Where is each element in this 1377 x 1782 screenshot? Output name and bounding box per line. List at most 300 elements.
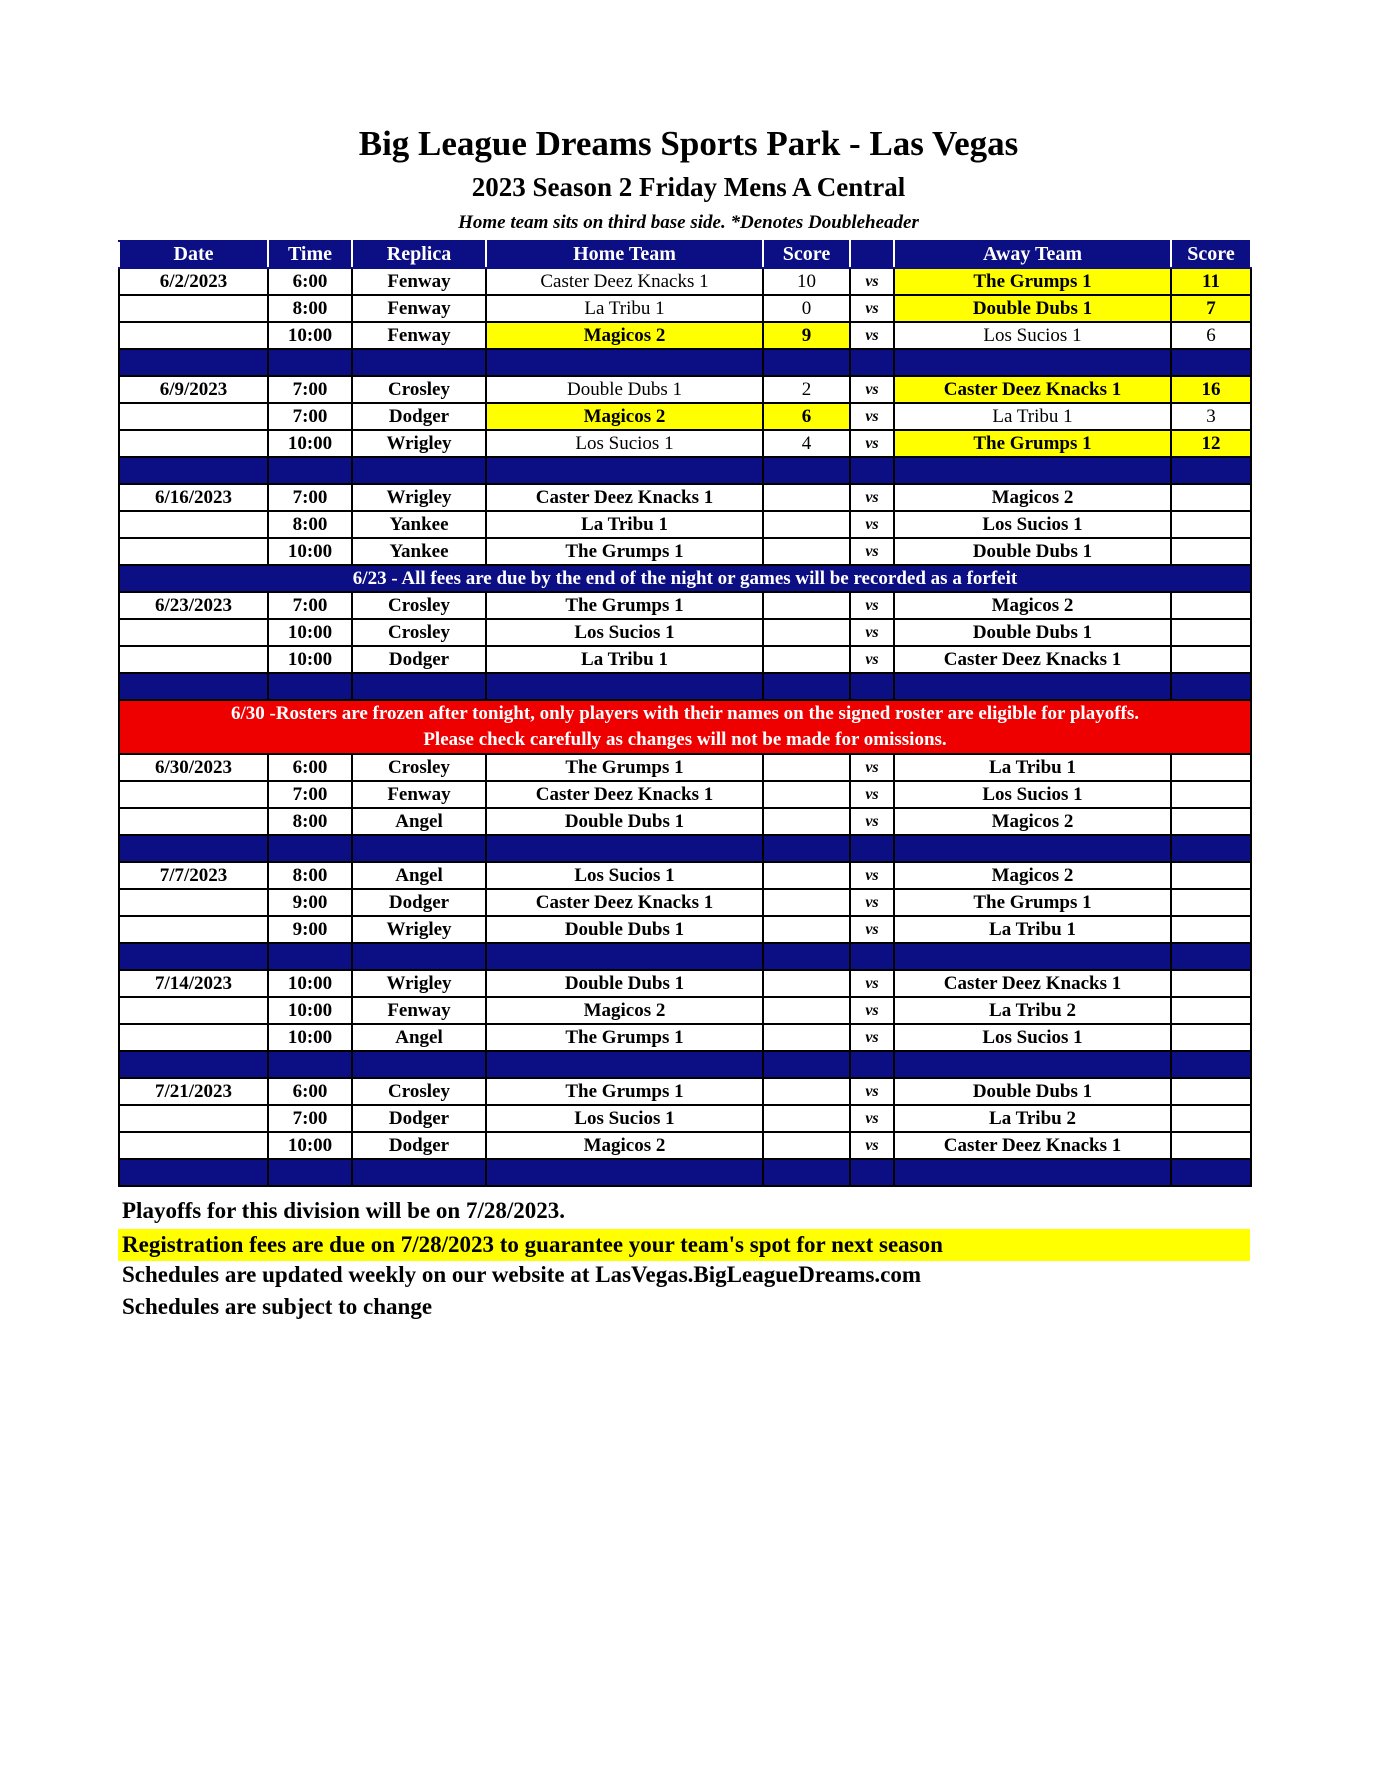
game-date: 6/16/2023 (119, 484, 268, 511)
game-row (119, 592, 1251, 619)
away-team: The Grumps 1 (894, 430, 1171, 457)
game-date (119, 538, 268, 565)
home-team: Caster Deez Knacks 1 (486, 781, 763, 808)
game-row (119, 511, 1251, 538)
vs-label: vs (850, 916, 894, 943)
home-score (763, 889, 850, 916)
home-team: The Grumps 1 (486, 754, 763, 781)
vs-label: vs (850, 592, 894, 619)
home-team: Double Dubs 1 (486, 376, 763, 403)
game-row (119, 403, 1251, 430)
home-score (763, 754, 850, 781)
vs-label: vs (850, 430, 894, 457)
separator-cell (119, 1051, 268, 1078)
separator-cell (352, 943, 486, 970)
home-team: Caster Deez Knacks 1 (486, 889, 763, 916)
separator-cell (894, 835, 1171, 862)
home-team: Magicos 2 (486, 403, 763, 430)
away-score (1171, 970, 1251, 997)
separator-cell (894, 349, 1171, 376)
game-time: 7:00 (268, 484, 352, 511)
separator-cell (119, 457, 268, 484)
home-score: 10 (763, 268, 850, 295)
vs-label: vs (850, 484, 894, 511)
home-score (763, 781, 850, 808)
separator-cell (763, 457, 850, 484)
registration-note: Registration fees are due on 7/28/2023 to guarantee your team's spot for next season (118, 1229, 1250, 1261)
separator-row (119, 1159, 1251, 1186)
vs-label: vs (850, 1132, 894, 1159)
game-date: 7/14/2023 (119, 970, 268, 997)
column-header: Date (119, 241, 268, 268)
home-team: The Grumps 1 (486, 592, 763, 619)
away-team: Magicos 2 (894, 808, 1171, 835)
away-score (1171, 1024, 1251, 1051)
separator-cell (268, 1051, 352, 1078)
away-score (1171, 862, 1251, 889)
home-score (763, 1024, 850, 1051)
separator-cell (850, 1159, 894, 1186)
separator-cell (352, 349, 486, 376)
replica-field: Crosley (352, 754, 486, 781)
away-score: 16 (1171, 376, 1251, 403)
website-note: Schedules are updated weekly on our website at LasVegas.BigLeagueDreams.com (122, 1262, 922, 1287)
replica-field: Crosley (352, 1078, 486, 1105)
away-score (1171, 592, 1251, 619)
game-date (119, 889, 268, 916)
home-score (763, 808, 850, 835)
away-score: 7 (1171, 295, 1251, 322)
away-score (1171, 646, 1251, 673)
game-row (119, 268, 1251, 295)
home-team: La Tribu 1 (486, 511, 763, 538)
game-date (119, 916, 268, 943)
separator-cell (1171, 673, 1251, 700)
game-time: 8:00 (268, 862, 352, 889)
game-row (119, 1105, 1251, 1132)
away-team: Caster Deez Knacks 1 (894, 1132, 1171, 1159)
replica-field: Wrigley (352, 916, 486, 943)
replica-field: Wrigley (352, 430, 486, 457)
game-time: 7:00 (268, 403, 352, 430)
column-header: Score (763, 241, 850, 268)
replica-field: Dodger (352, 403, 486, 430)
away-score (1171, 1105, 1251, 1132)
column-header: Time (268, 241, 352, 268)
game-time: 10:00 (268, 1024, 352, 1051)
home-score (763, 484, 850, 511)
replica-field: Angel (352, 862, 486, 889)
away-score: 12 (1171, 430, 1251, 457)
vs-label: vs (850, 781, 894, 808)
away-score (1171, 997, 1251, 1024)
separator-cell (486, 673, 763, 700)
away-score: 6 (1171, 322, 1251, 349)
away-score (1171, 619, 1251, 646)
home-team: Los Sucios 1 (486, 430, 763, 457)
game-time: 8:00 (268, 295, 352, 322)
separator-cell (486, 835, 763, 862)
away-team: La Tribu 2 (894, 1105, 1171, 1132)
away-score (1171, 1078, 1251, 1105)
away-team: Magicos 2 (894, 484, 1171, 511)
replica-field: Fenway (352, 322, 486, 349)
home-score (763, 1078, 850, 1105)
away-score (1171, 538, 1251, 565)
away-score (1171, 484, 1251, 511)
away-score (1171, 1132, 1251, 1159)
away-score (1171, 511, 1251, 538)
game-row (119, 997, 1251, 1024)
vs-label: vs (850, 268, 894, 295)
game-time: 8:00 (268, 808, 352, 835)
replica-field: Fenway (352, 781, 486, 808)
column-header: Away Team (894, 241, 1171, 268)
game-time: 9:00 (268, 889, 352, 916)
home-score (763, 538, 850, 565)
separator-row (119, 835, 1251, 862)
game-time: 10:00 (268, 970, 352, 997)
separator-cell (486, 1051, 763, 1078)
away-team: Magicos 2 (894, 862, 1171, 889)
game-time: 6:00 (268, 754, 352, 781)
separator-cell (352, 835, 486, 862)
game-row (119, 970, 1251, 997)
replica-field: Crosley (352, 376, 486, 403)
separator-cell (486, 349, 763, 376)
game-row (119, 322, 1251, 349)
separator-cell (894, 943, 1171, 970)
separator-cell (894, 457, 1171, 484)
home-team: The Grumps 1 (486, 538, 763, 565)
separator-cell (352, 673, 486, 700)
away-team: Caster Deez Knacks 1 (894, 376, 1171, 403)
vs-label: vs (850, 970, 894, 997)
roster-alert-row (119, 700, 1251, 754)
away-score (1171, 916, 1251, 943)
separator-cell (352, 1159, 486, 1186)
game-time: 6:00 (268, 1078, 352, 1105)
game-time: 10:00 (268, 322, 352, 349)
vs-label: vs (850, 646, 894, 673)
game-date (119, 1132, 268, 1159)
game-date (119, 403, 268, 430)
replica-field: Dodger (352, 1132, 486, 1159)
away-team: Caster Deez Knacks 1 (894, 646, 1171, 673)
home-team: Magicos 2 (486, 322, 763, 349)
separator-cell (119, 835, 268, 862)
vs-label: vs (850, 619, 894, 646)
vs-label: vs (850, 1105, 894, 1132)
replica-field: Crosley (352, 619, 486, 646)
separator-cell (850, 1051, 894, 1078)
game-time: 10:00 (268, 1132, 352, 1159)
separator-cell (486, 1159, 763, 1186)
game-row (119, 295, 1251, 322)
game-time: 10:00 (268, 538, 352, 565)
game-date: 7/21/2023 (119, 1078, 268, 1105)
vs-label: vs (850, 376, 894, 403)
separator-row (119, 673, 1251, 700)
game-row (119, 808, 1251, 835)
game-date (119, 619, 268, 646)
home-score: 2 (763, 376, 850, 403)
vs-label: vs (850, 1078, 894, 1105)
home-score (763, 997, 850, 1024)
game-time: 10:00 (268, 646, 352, 673)
separator-cell (763, 673, 850, 700)
home-team: Caster Deez Knacks 1 (486, 484, 763, 511)
game-date (119, 511, 268, 538)
home-team: Los Sucios 1 (486, 1105, 763, 1132)
game-date: 6/9/2023 (119, 376, 268, 403)
separator-cell (763, 1159, 850, 1186)
separator-cell (763, 349, 850, 376)
separator-cell (850, 349, 894, 376)
game-row (119, 781, 1251, 808)
game-date (119, 781, 268, 808)
game-time: 7:00 (268, 781, 352, 808)
separator-cell (119, 349, 268, 376)
away-team: La Tribu 1 (894, 916, 1171, 943)
separator-cell (352, 1051, 486, 1078)
separator-cell (1171, 349, 1251, 376)
separator-cell (268, 1159, 352, 1186)
separator-cell (850, 457, 894, 484)
game-date (119, 295, 268, 322)
home-score (763, 916, 850, 943)
away-team: Magicos 2 (894, 592, 1171, 619)
schedule-table (118, 240, 1252, 1187)
replica-field: Wrigley (352, 484, 486, 511)
separator-cell (850, 835, 894, 862)
home-team: Double Dubs 1 (486, 916, 763, 943)
game-row (119, 376, 1251, 403)
away-team: Double Dubs 1 (894, 295, 1171, 322)
separator-cell (268, 943, 352, 970)
separator-cell (763, 943, 850, 970)
home-score (763, 1132, 850, 1159)
roster-alert-line: 6/30 -Rosters are frozen after tonight, only players with their names on the signed roster are eligible for playoffs. (230, 703, 1140, 724)
home-team: La Tribu 1 (486, 646, 763, 673)
home-team: Magicos 2 (486, 1132, 763, 1159)
away-score (1171, 781, 1251, 808)
game-row (119, 538, 1251, 565)
separator-cell (1171, 457, 1251, 484)
game-row (119, 646, 1251, 673)
replica-field: Yankee (352, 511, 486, 538)
replica-field: Fenway (352, 295, 486, 322)
vs-label: vs (850, 322, 894, 349)
home-team: The Grumps 1 (486, 1078, 763, 1105)
replica-field: Yankee (352, 538, 486, 565)
game-row (119, 1024, 1251, 1051)
separator-row (119, 349, 1251, 376)
game-time: 7:00 (268, 376, 352, 403)
away-team: La Tribu 1 (894, 754, 1171, 781)
home-score (763, 646, 850, 673)
game-date (119, 1024, 268, 1051)
game-time: 10:00 (268, 997, 352, 1024)
separator-cell (1171, 1051, 1251, 1078)
fees-notice: 6/23 - All fees are due by the end of the night or games will be recorded as a forfeit (119, 565, 1251, 592)
game-time: 6:00 (268, 268, 352, 295)
separator-cell (119, 673, 268, 700)
game-date: 6/2/2023 (119, 268, 268, 295)
home-team: La Tribu 1 (486, 295, 763, 322)
home-score (763, 970, 850, 997)
game-date (119, 1105, 268, 1132)
home-score: 6 (763, 403, 850, 430)
home-team: Caster Deez Knacks 1 (486, 268, 763, 295)
home-score (763, 1105, 850, 1132)
home-team: Double Dubs 1 (486, 970, 763, 997)
notice-row (119, 565, 1251, 592)
game-time: 7:00 (268, 592, 352, 619)
replica-field: Fenway (352, 268, 486, 295)
away-team: The Grumps 1 (894, 889, 1171, 916)
away-score: 3 (1171, 403, 1251, 430)
replica-field: Fenway (352, 997, 486, 1024)
away-score: 11 (1171, 268, 1251, 295)
separator-row (119, 1051, 1251, 1078)
home-score (763, 619, 850, 646)
home-team: Double Dubs 1 (486, 808, 763, 835)
game-row (119, 916, 1251, 943)
away-team: La Tribu 2 (894, 997, 1171, 1024)
away-score (1171, 754, 1251, 781)
away-score (1171, 889, 1251, 916)
vs-label: vs (850, 862, 894, 889)
away-score (1171, 808, 1251, 835)
replica-field: Angel (352, 808, 486, 835)
home-score (763, 862, 850, 889)
game-row (119, 1078, 1251, 1105)
home-score (763, 511, 850, 538)
replica-field: Wrigley (352, 970, 486, 997)
replica-field: Dodger (352, 889, 486, 916)
game-date: 6/30/2023 (119, 754, 268, 781)
game-row (119, 889, 1251, 916)
separator-cell (268, 457, 352, 484)
separator-cell (894, 1159, 1171, 1186)
home-score (763, 592, 850, 619)
separator-cell (268, 349, 352, 376)
separator-cell (268, 673, 352, 700)
game-time: 10:00 (268, 619, 352, 646)
separator-cell (894, 1051, 1171, 1078)
vs-label: vs (850, 1024, 894, 1051)
away-team: Double Dubs 1 (894, 619, 1171, 646)
game-row (119, 754, 1251, 781)
vs-label: vs (850, 538, 894, 565)
game-row (119, 430, 1251, 457)
game-row (119, 862, 1251, 889)
separator-cell (850, 673, 894, 700)
game-date (119, 430, 268, 457)
vs-label: vs (850, 403, 894, 430)
away-team: Double Dubs 1 (894, 1078, 1171, 1105)
replica-field: Dodger (352, 646, 486, 673)
separator-cell (486, 943, 763, 970)
playoffs-note: Playoffs for this division will be on 7/28/2023. (122, 1198, 566, 1223)
separator-cell (894, 673, 1171, 700)
vs-label: vs (850, 997, 894, 1024)
vs-label: vs (850, 295, 894, 322)
separator-cell (119, 943, 268, 970)
separator-cell (1171, 835, 1251, 862)
separator-cell (352, 457, 486, 484)
game-date (119, 646, 268, 673)
game-date (119, 322, 268, 349)
home-score: 4 (763, 430, 850, 457)
away-team: Los Sucios 1 (894, 1024, 1171, 1051)
away-team: The Grumps 1 (894, 268, 1171, 295)
separator-row (119, 943, 1251, 970)
column-header: Score (1171, 241, 1251, 268)
separator-cell (119, 1159, 268, 1186)
separator-cell (1171, 1159, 1251, 1186)
header-note: Home team sits on third base side. *Denotes Doubleheader (458, 212, 919, 233)
replica-field: Angel (352, 1024, 486, 1051)
vs-label: vs (850, 889, 894, 916)
away-team: La Tribu 1 (894, 403, 1171, 430)
game-time: 7:00 (268, 1105, 352, 1132)
separator-cell (763, 835, 850, 862)
roster-alert-line: Please check carefully as changes will not be made for omissions. (423, 729, 947, 750)
home-team: The Grumps 1 (486, 1024, 763, 1051)
game-row (119, 484, 1251, 511)
page-title: Big League Dreams Sports Park - Las Vegas (358, 124, 1019, 163)
home-score: 0 (763, 295, 850, 322)
roster-alert (119, 700, 1251, 754)
column-header: Home Team (486, 241, 763, 268)
away-team: Caster Deez Knacks 1 (894, 970, 1171, 997)
subject-to-change-note: Schedules are subject to change (122, 1294, 433, 1319)
column-header: Replica (352, 241, 486, 268)
game-date (119, 997, 268, 1024)
game-time: 9:00 (268, 916, 352, 943)
game-date: 6/23/2023 (119, 592, 268, 619)
home-team: Magicos 2 (486, 997, 763, 1024)
vs-label: vs (850, 511, 894, 538)
game-time: 10:00 (268, 430, 352, 457)
game-date (119, 808, 268, 835)
page-subtitle: 2023 Season 2 Friday Mens A Central (471, 172, 906, 202)
separator-cell (763, 1051, 850, 1078)
away-team: Double Dubs 1 (894, 538, 1171, 565)
separator-row (119, 457, 1251, 484)
replica-field: Crosley (352, 592, 486, 619)
away-team: Los Sucios 1 (894, 511, 1171, 538)
separator-cell (268, 835, 352, 862)
table-header-row (119, 241, 1251, 268)
home-team: Los Sucios 1 (486, 862, 763, 889)
separator-cell (1171, 943, 1251, 970)
separator-cell (486, 457, 763, 484)
away-team: Los Sucios 1 (894, 781, 1171, 808)
game-time: 8:00 (268, 511, 352, 538)
home-score: 9 (763, 322, 850, 349)
column-header (850, 241, 894, 268)
game-row (119, 1132, 1251, 1159)
game-row (119, 619, 1251, 646)
home-team: Los Sucios 1 (486, 619, 763, 646)
vs-label: vs (850, 754, 894, 781)
game-date: 7/7/2023 (119, 862, 268, 889)
away-team: Los Sucios 1 (894, 322, 1171, 349)
vs-label: vs (850, 808, 894, 835)
